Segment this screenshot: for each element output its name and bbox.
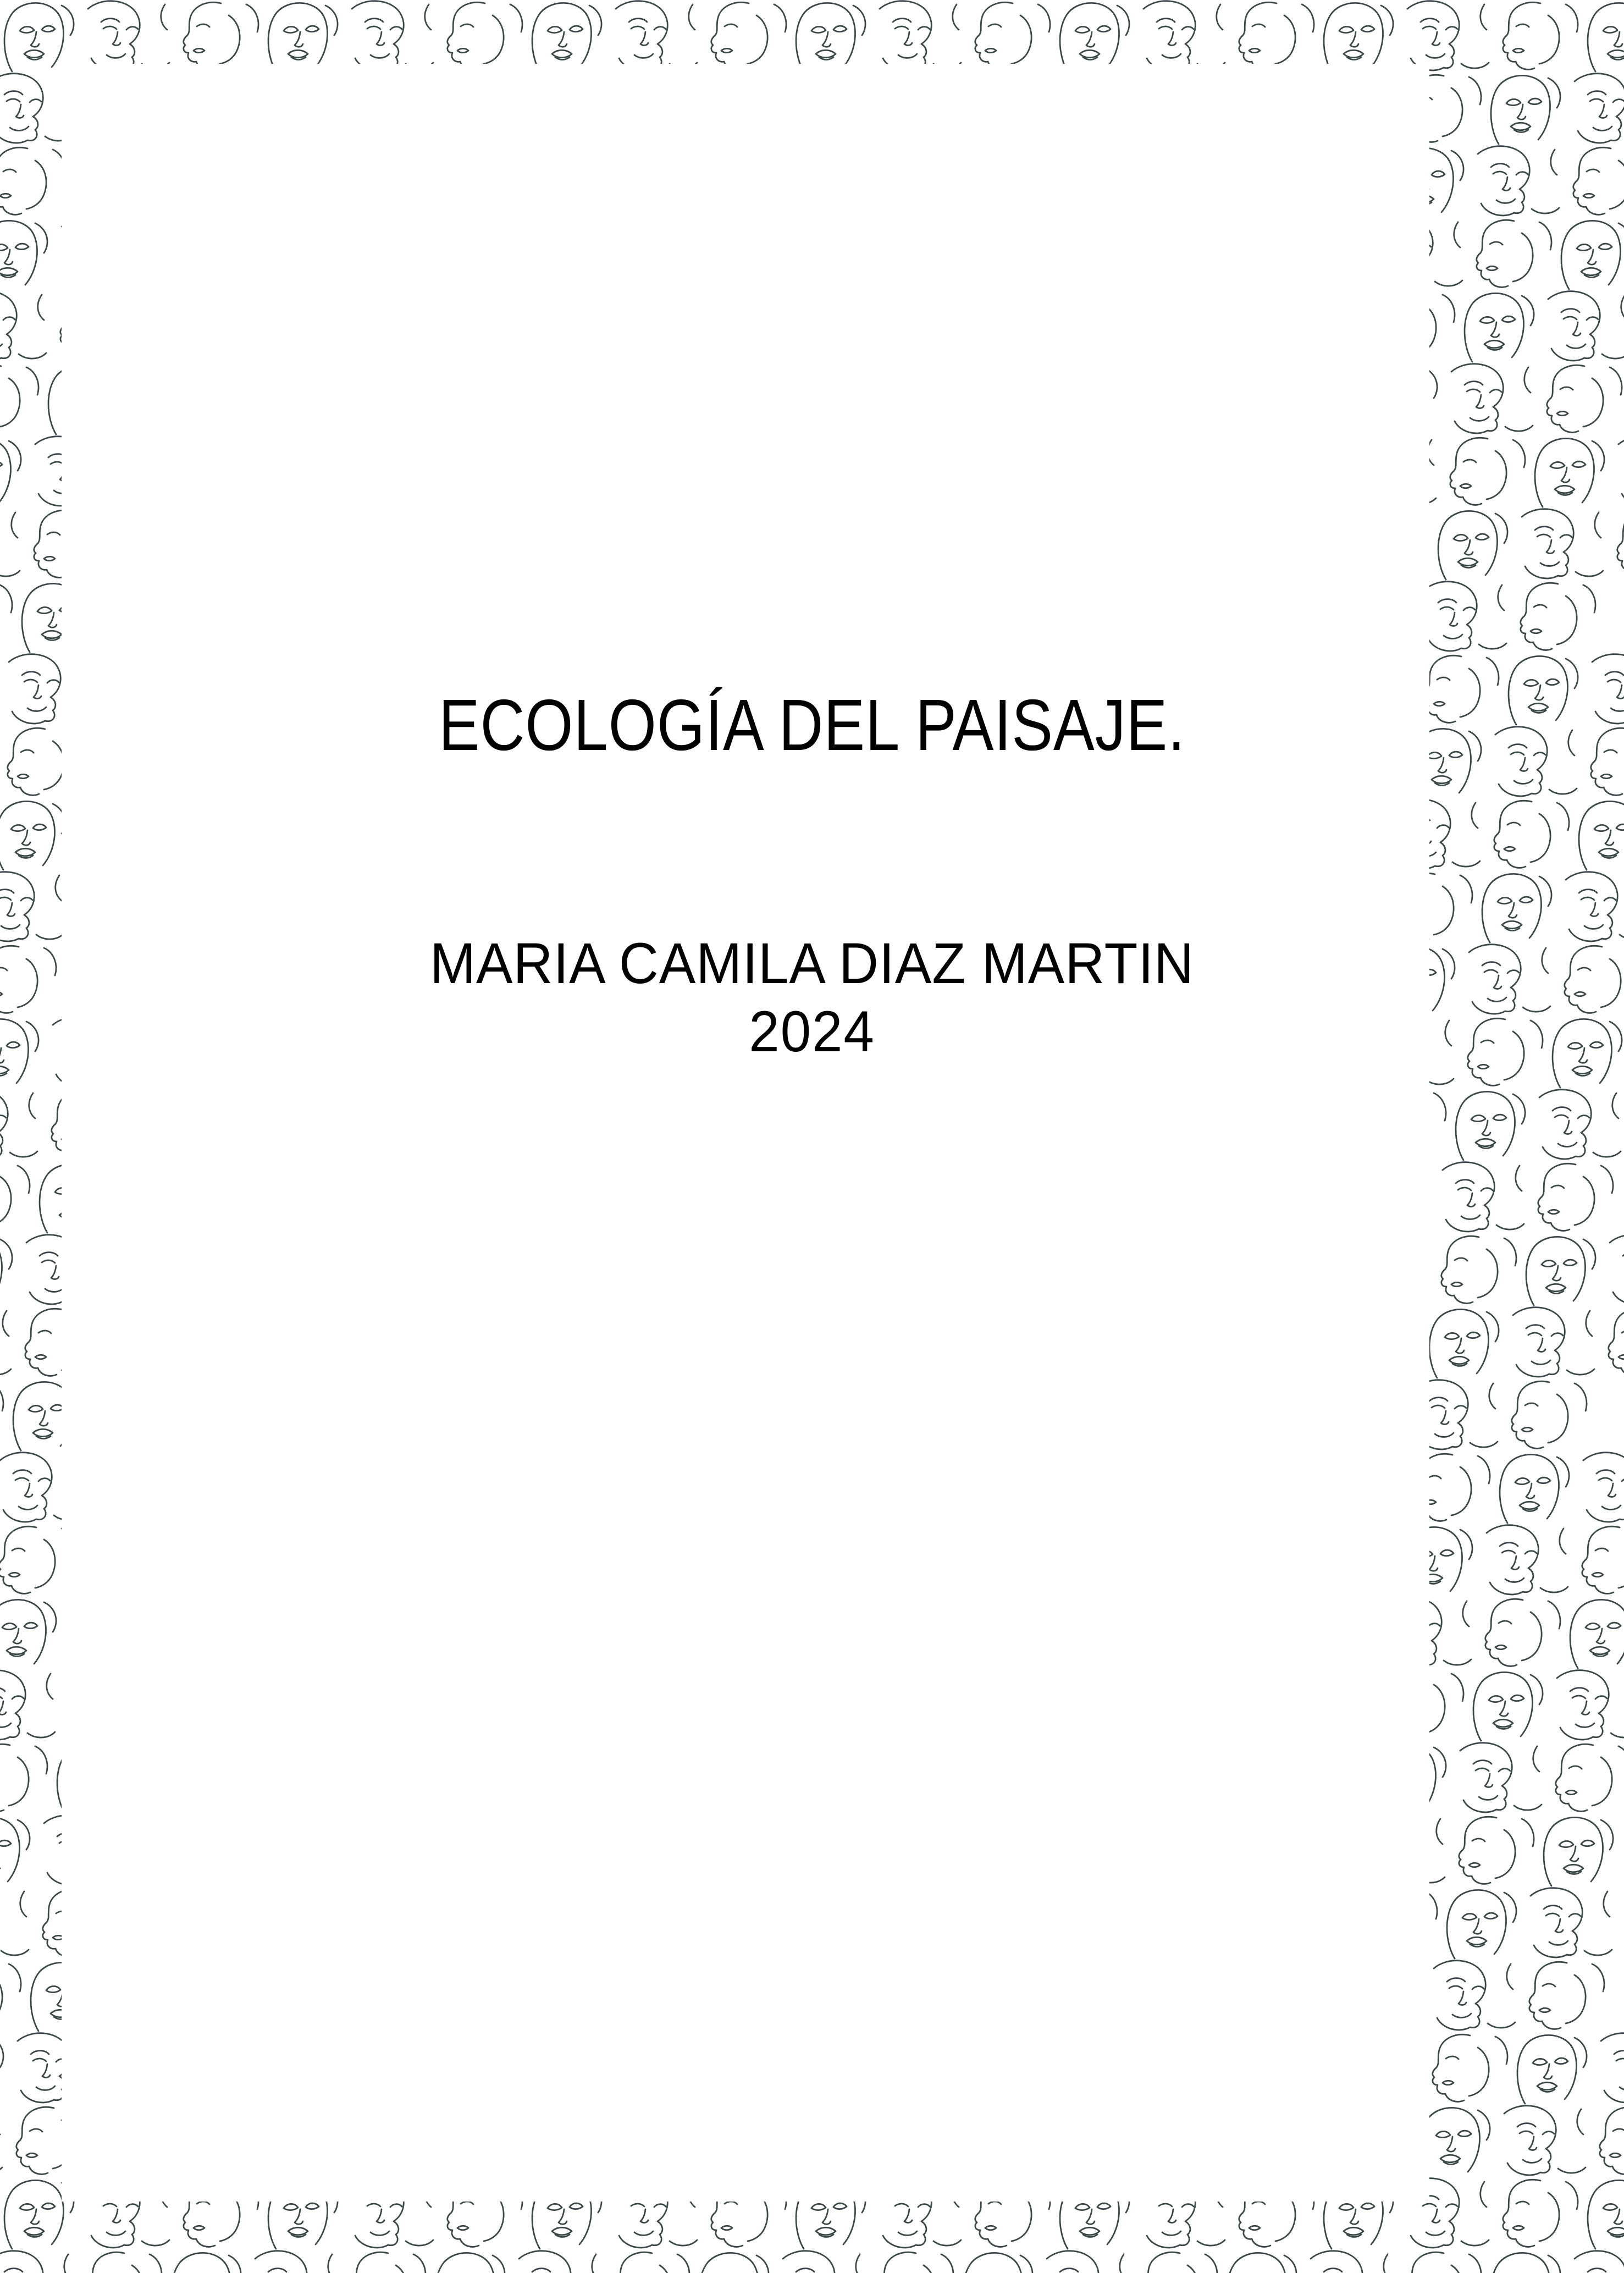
author-name: MARIA CAMILA DIAZ MARTIN — [430, 931, 1194, 996]
page-title: ECOLOGÍA DEL PAISAJE. — [438, 685, 1186, 765]
year-label: 2024 — [749, 1000, 875, 1064]
content-area — [62, 64, 1429, 2202]
